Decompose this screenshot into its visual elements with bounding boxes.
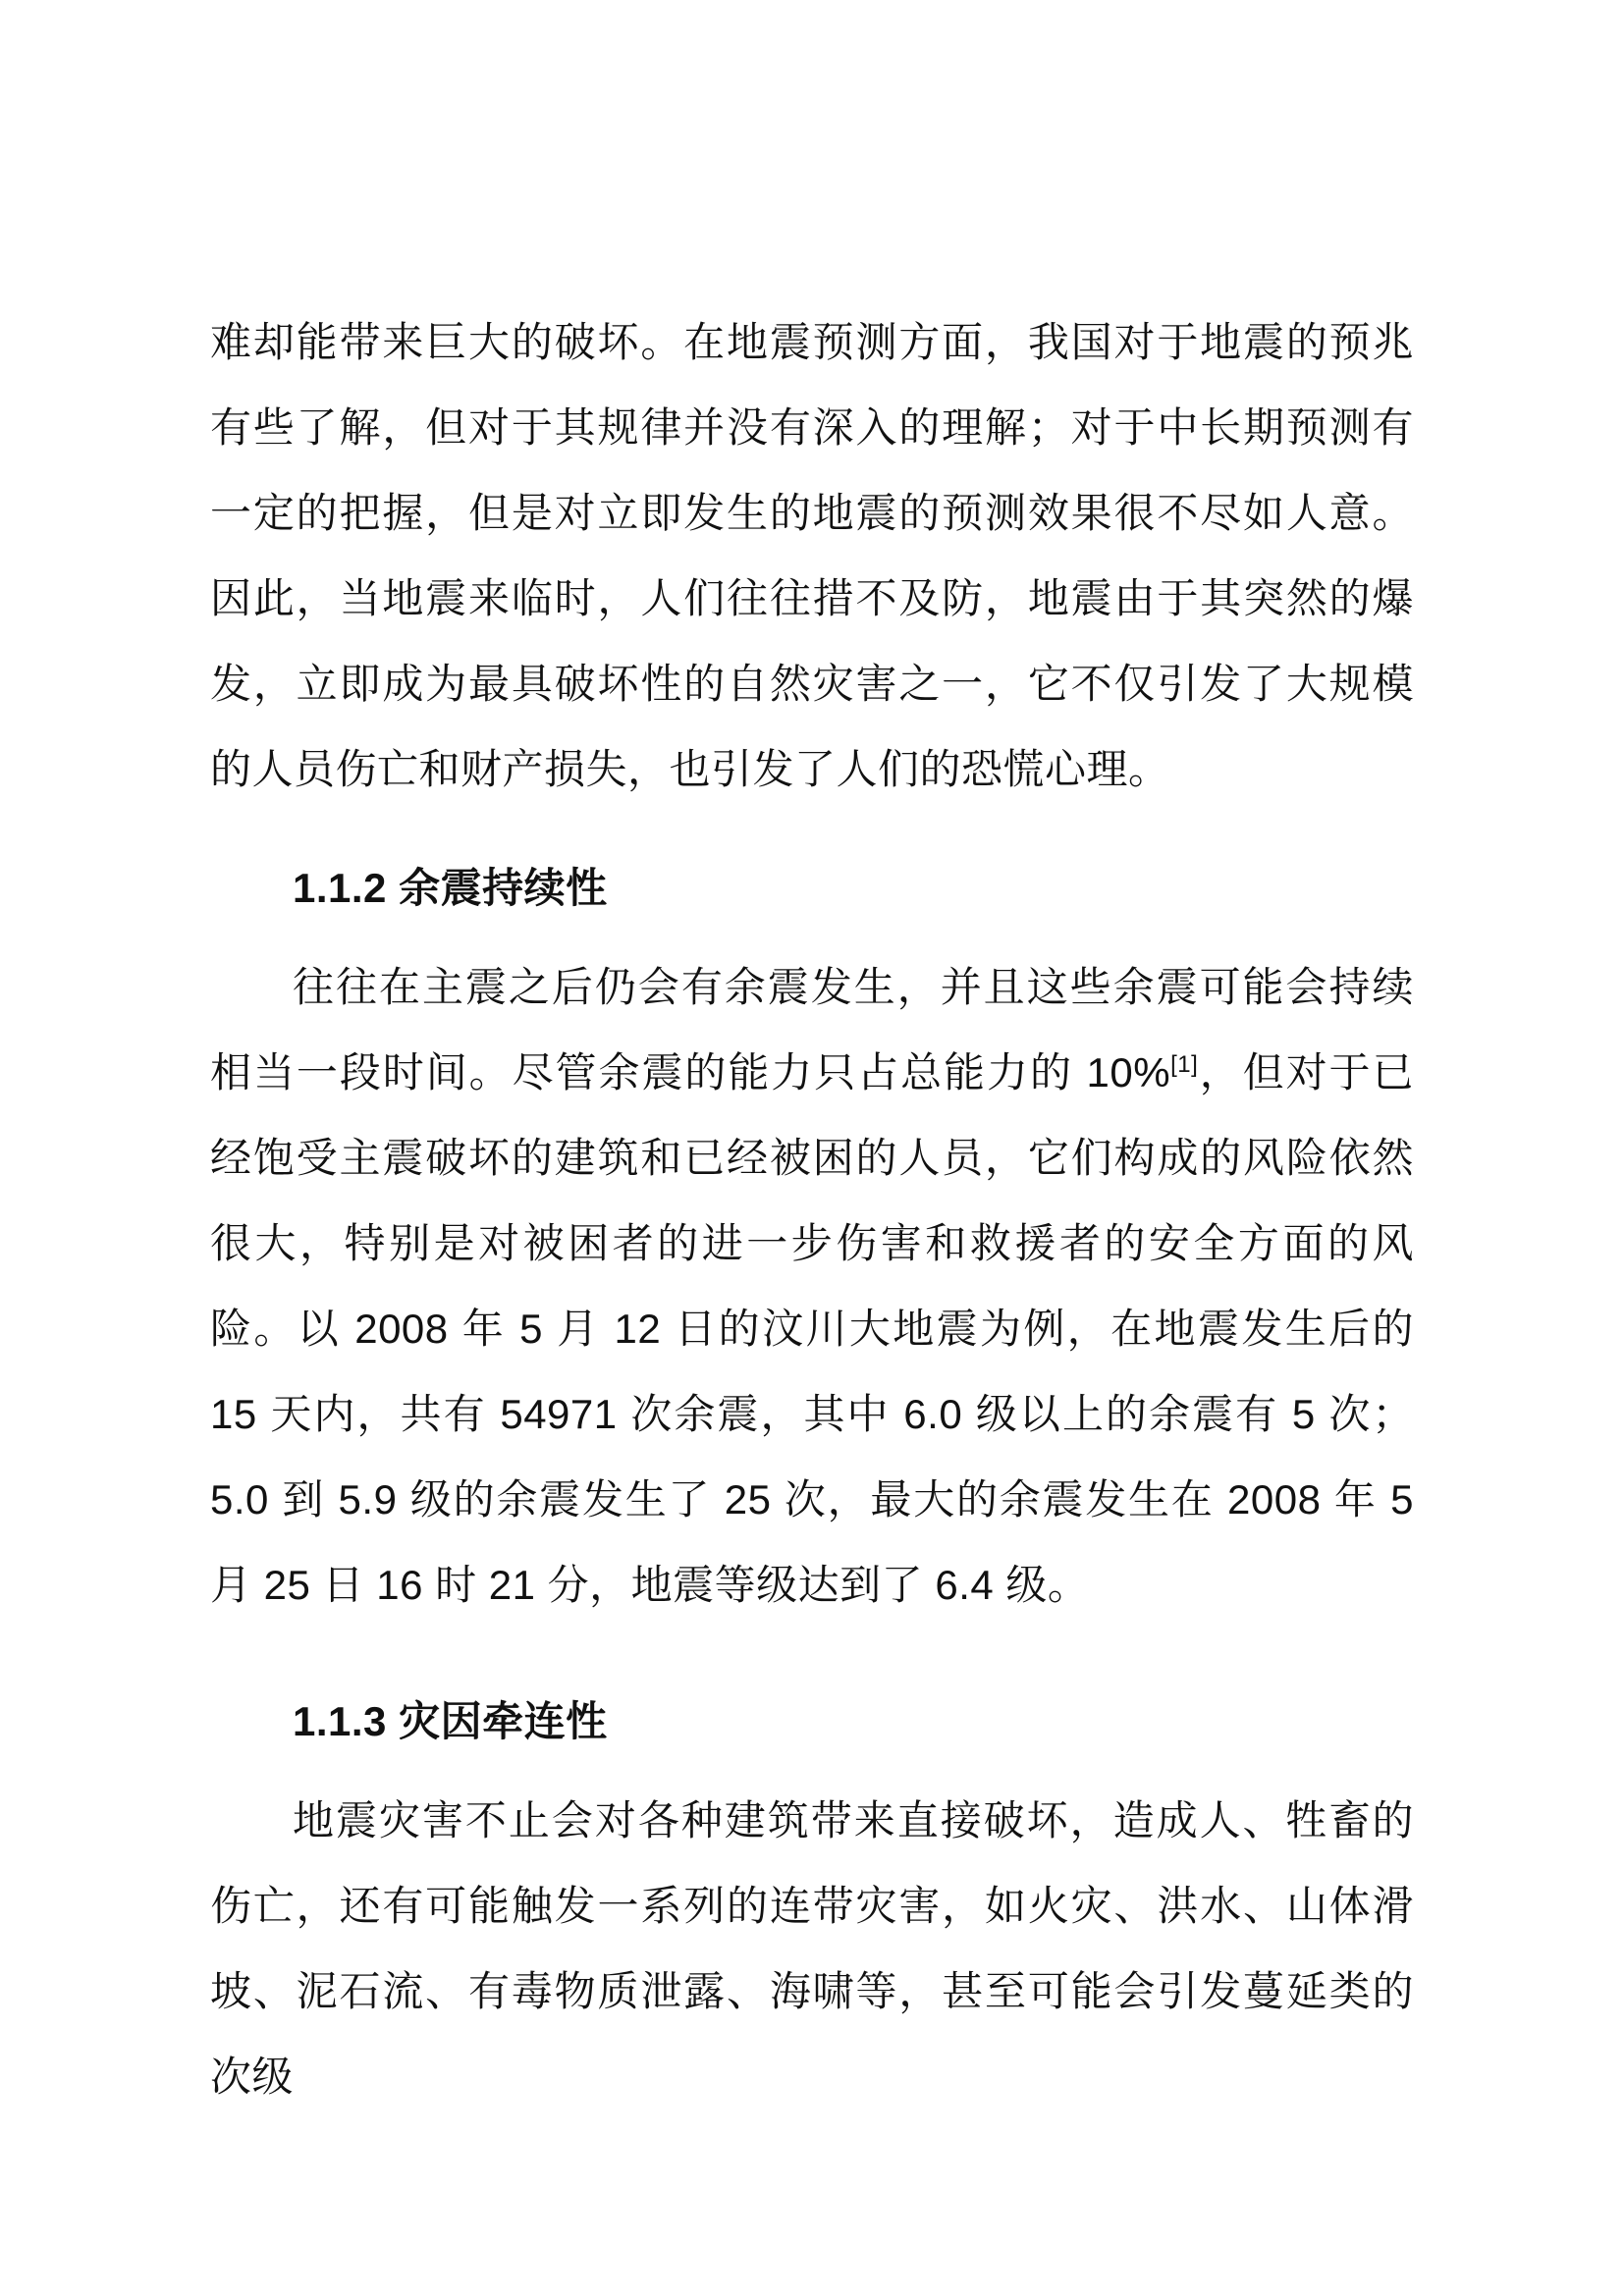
footnote-ref-1: [1] (1170, 1051, 1199, 1078)
para2-text-before-ref: 往往在主震之后仍会有余震发生，并且这些余震可能会持续相当一段时间。尽管余震的能力只占总能力的 10% (210, 964, 1414, 1095)
section-heading-1-1-2: 1.1.2 余震持续性 (293, 865, 608, 911)
paragraph-disaster-chain: 地震灾害不止会对各种建筑带来直接破坏，造成人、牲畜的伤亡，还有可能触发一系列的连带灾害，如火灾、洪水、山体滑坡、泥石流、有毒物质泄露、海啸等，甚至可能会引发蔓延类的次级 (210, 1797, 1414, 2100)
section-heading-1-1-3: 1.1.3 灾因牵连性 (293, 1698, 608, 1744)
para2-text-after-ref: ，但对于已经饱受主震破坏的建筑和已经被困的人员，它们构成的风险依然很大，特别是对被困者的进一步伤害和救援者的安全方面的风险。以 2008 年 5 月 12 日的汶川大地震为例，在地震发生后的 15 天内，共有 54971 次余震，其中 6.0 级以上的余震有 5 次；5.0 到 5.9 级的余震发生了 25 次，最大的余震发生在 2008 年 5 月 25 日 16 时 21 分，地震等级达到了 6.4 级。 (210, 1049, 1414, 1608)
paragraph-earthquake-prediction: 难却能带来巨大的破坏。在地震预测方面，我国对于地震的预兆有些了解，但对于其规律并没有深入的理解；对于中长期预测有一定的把握，但是对立即发生的地震的预测效果很不尽如人意。因此，当地震来临时，人们往往措不及防，地震由于其突然的爆发，立即成为最具破坏性的自然灾害之一，它不仅引发了大规模的人员伤亡和财产损失，也引发了人们的恐慌心理。 (210, 319, 1414, 792)
paragraph-aftershock-persistence (210, 944, 1414, 1628)
